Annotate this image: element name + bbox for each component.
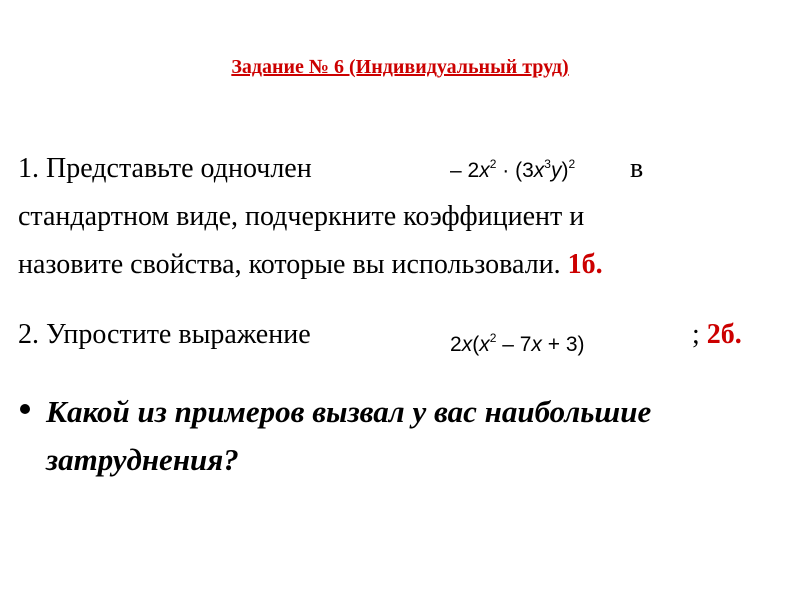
task1-prefix: 1. Представьте одночлен [18, 153, 312, 184]
task1-line3-text: назовите свойства, которые вы использовали. [18, 249, 561, 280]
task2-points: 2б. [706, 319, 742, 350]
task2-prefix: 2. Упростите выражение [18, 319, 311, 350]
bullet-icon [20, 404, 30, 414]
task2-formula: $2x(x^2 - 7x + 3)$ [450, 331, 585, 356]
task1-formula: – $2x^2 \cdot (3x^3y)^2$ [450, 157, 576, 182]
task-title: Задание № 6 (Индивидуальный труд) [231, 56, 569, 78]
task2-suffix [692, 321, 742, 349]
task2-separator: ; [692, 319, 700, 350]
task1-points: 1б. [567, 249, 603, 280]
task1-suffix: в [630, 153, 644, 184]
task1-line2: стандартном виде, подчеркните коэффициент и [18, 201, 585, 232]
task1-line3 [18, 251, 603, 279]
question-text: Какой из примеров вызвал у вас наибольшие затруднения? [46, 394, 652, 477]
